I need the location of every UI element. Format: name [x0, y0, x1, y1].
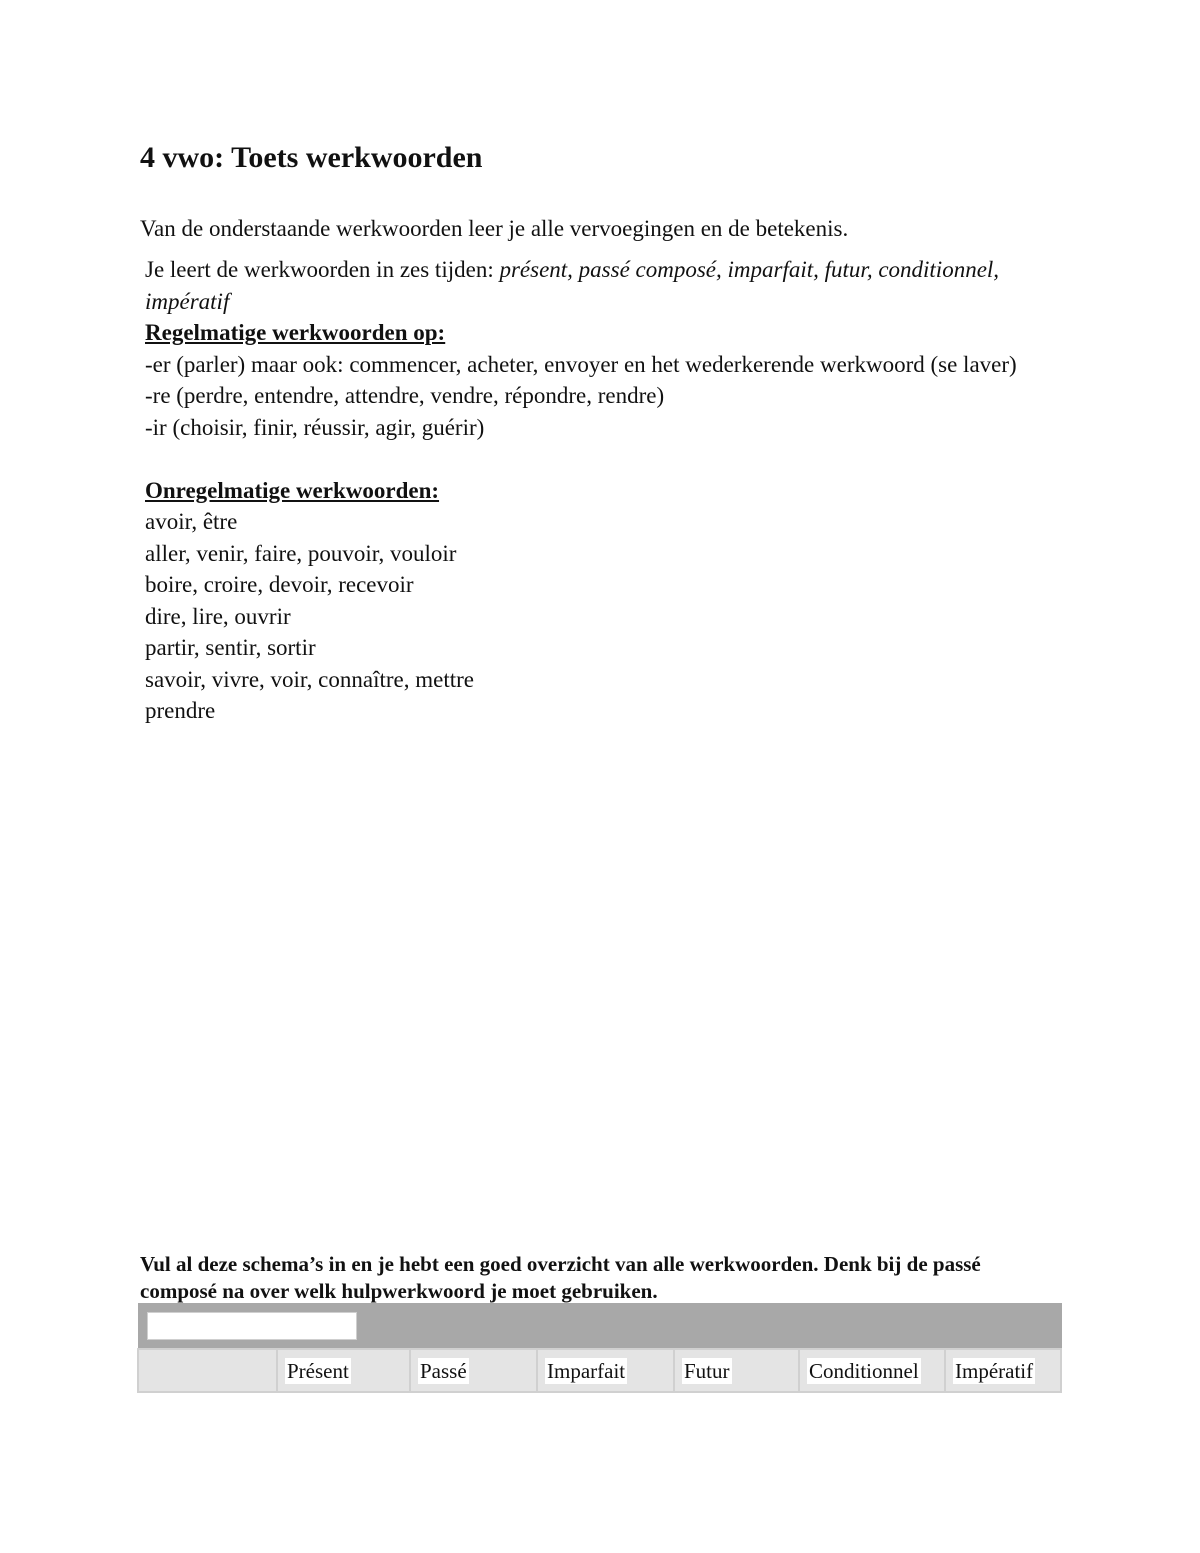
- irregular-verb-line: boire, croire, devoir, recevoir: [145, 572, 414, 597]
- tense-column-label: Futur: [684, 1358, 730, 1383]
- tense-header-cell-imperatif[interactable]: [945, 1349, 1061, 1392]
- spacer: [145, 443, 1045, 475]
- regular-verb-line: -ir (choisir, finir, réussir, agir, guérir): [145, 414, 485, 440]
- irregular-verb-line: partir, sentir, sortir: [145, 635, 316, 660]
- irregular-verb-line: aller, venir, faire, pouvoir, vouloir: [145, 540, 457, 566]
- regular-verbs-heading: Regelmatige werkwoorden op:: [145, 320, 446, 345]
- tenses-list: présent, passé composé, imparfait, futur, conditionnel, impératif: [145, 257, 1000, 314]
- regular-verb-line: -re (perdre, entendre, attendre, vendre, répondre, rendre): [145, 383, 665, 408]
- tenses-sentence-prefix: Je leert de werkwoorden in zes tijden:: [145, 257, 500, 282]
- tense-header-cell-conditionnel[interactable]: [799, 1349, 945, 1392]
- tense-column-label: Présent: [287, 1358, 349, 1383]
- tense-header-row: [138, 1349, 1061, 1392]
- tense-column-label: Conditionnel: [809, 1358, 919, 1383]
- tense-header-cell-futur[interactable]: [674, 1349, 799, 1392]
- regular-verb-line: -er (parler) maar ook: commencer, acheter, envoyer en het wederkerende werkwoord (se laver): [145, 351, 1017, 377]
- irregular-verb-line: savoir, vivre, voir, connaître, mettre: [145, 666, 474, 692]
- tense-header-cell-empty[interactable]: [138, 1349, 277, 1392]
- schema-header-row: [138, 1304, 1061, 1350]
- tense-header-cell-passe[interactable]: [410, 1349, 537, 1392]
- tense-header-cell-imparfait[interactable]: [537, 1349, 674, 1392]
- schema-header-cell: [138, 1304, 1061, 1350]
- irregular-verb-line: dire, lire, ouvrir: [145, 603, 291, 629]
- instructions-text: Vul al deze schema’s in en je hebt een goed overzicht van alle werkwoorden. Denk bij de passé composé na over welk hulpwerkwoord je moet gebruiken.: [140, 1252, 981, 1303]
- verb-list-block: [145, 254, 1045, 727]
- page-title: 4 vwo: Toets werkwoorden: [140, 141, 483, 174]
- intro-paragraph: Van de onderstaande werkwoorden leer je alle vervoegingen en de betekenis.: [140, 216, 849, 241]
- irregular-verb-line: prendre: [145, 698, 216, 723]
- tense-column-label: Impératif: [955, 1358, 1034, 1383]
- tense-header-cell-present[interactable]: [277, 1349, 410, 1392]
- tenses-sentence: [145, 254, 1045, 317]
- irregular-verbs-heading: Onregelmatige werkwoorden:: [145, 477, 440, 503]
- tense-column-label: Imparfait: [547, 1358, 626, 1383]
- tense-column-label: Passé: [420, 1358, 467, 1383]
- conjugation-schema-table: [137, 1303, 1062, 1393]
- verb-name-field[interactable]: [147, 1312, 357, 1340]
- irregular-verb-line: avoir, être: [145, 509, 238, 534]
